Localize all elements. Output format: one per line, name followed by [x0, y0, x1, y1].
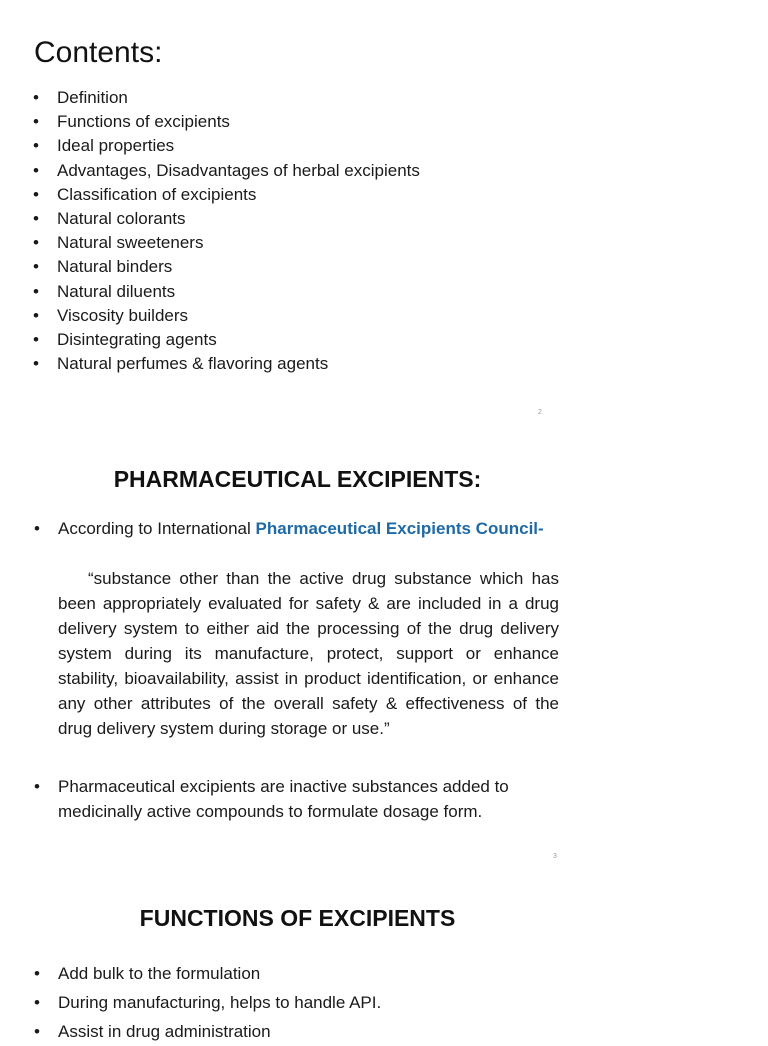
list-item: • Natural diluents	[33, 280, 420, 304]
definition-list-2	[34, 774, 559, 824]
list-item: • Ideal properties	[33, 134, 420, 158]
council-name: Pharmaceutical Excipients Council-	[255, 519, 544, 538]
functions-slide	[0, 875, 768, 1041]
list-item: • Natural binders	[33, 255, 420, 279]
list-item: • Advantages, Disadvantages of herbal excipients	[33, 159, 420, 183]
list-item: • Viscosity builders	[33, 304, 420, 328]
definition-quote: “substance other than the active drug substance which has been appropriately evaluated for safety & are included in a drug delivery system to either aid the processing of the drug delivery system during its manufacture, protect, support or enhance stability, bioavailability, assist in product identification, or enhance any other attributes of the overall safety & effectiveness of the drug delivery system during storage or use.”	[58, 569, 559, 738]
list-item: • Functions of excipients	[33, 110, 420, 134]
bullet-text: According to International	[58, 519, 251, 538]
list-item: • Natural perfumes & flavoring agents	[33, 352, 420, 376]
definition-list	[34, 516, 559, 541]
list-item: • Pharmaceutical excipients are inactive substances added to medicinally active compounds to formulate dosage form.	[34, 774, 559, 824]
contents-title: Contents:	[34, 36, 163, 69]
list-item: • During manufacturing, helps to handle API.	[34, 988, 559, 1017]
quote-block	[34, 566, 559, 741]
list-item	[34, 516, 559, 541]
list-item: • Disintegrating agents	[33, 328, 420, 352]
page-number: 3	[553, 853, 557, 860]
list-item: • Assist in drug administration	[34, 1017, 559, 1046]
functions-list	[34, 959, 559, 1046]
contents-slide	[0, 0, 768, 430]
list-item: • Add bulk to the formulation	[34, 959, 559, 988]
list-item: • Definition	[33, 86, 420, 110]
contents-list	[33, 86, 420, 376]
definition-slide	[0, 430, 768, 875]
list-item: • Natural sweeteners	[33, 231, 420, 255]
slide-heading: FUNCTIONS OF EXCIPIENTS	[139, 905, 456, 931]
list-item: • Classification of excipients	[33, 183, 420, 207]
page-number: 2	[538, 409, 542, 416]
list-item: • Natural colorants	[33, 207, 420, 231]
slide-heading: PHARMACEUTICAL EXCIPIENTS:	[113, 466, 482, 492]
